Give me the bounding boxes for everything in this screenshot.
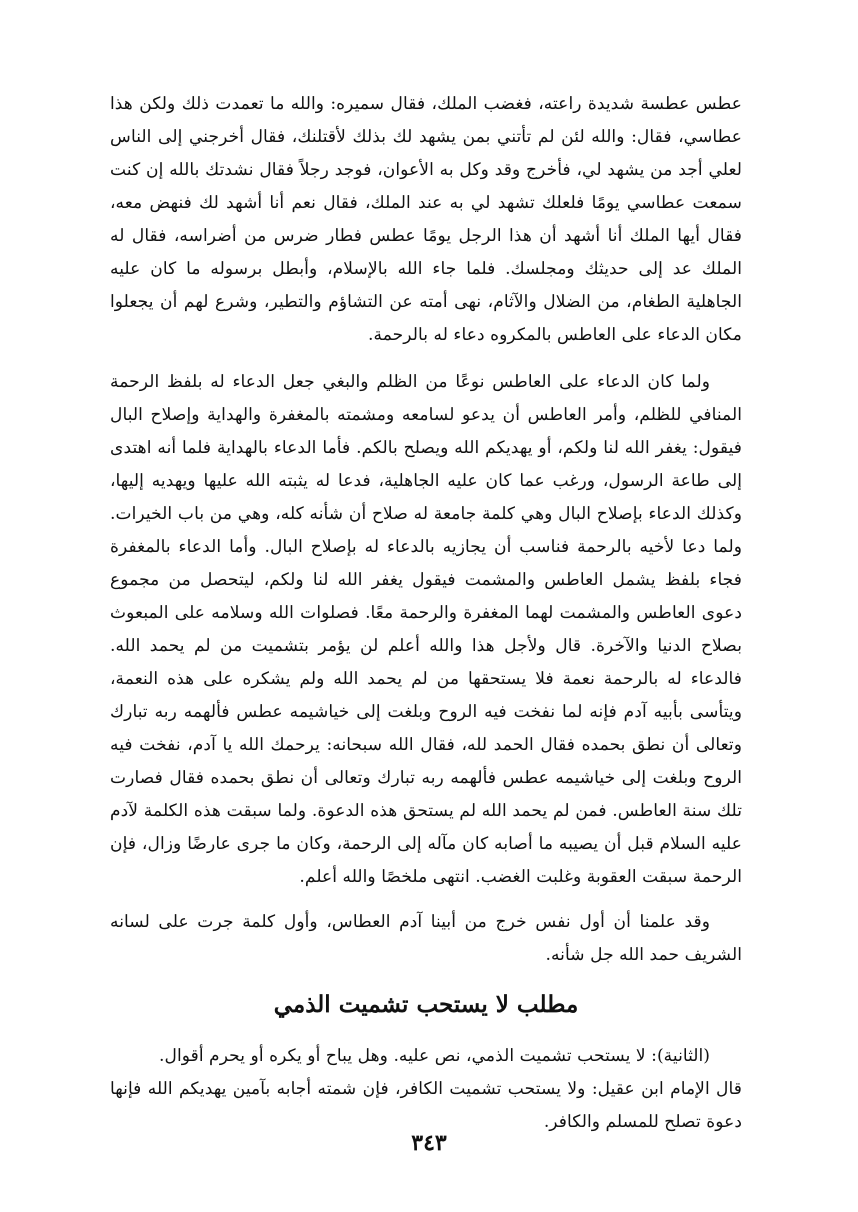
section-paragraph-1: (الثانية): لا يستحب تشميت الذمي، نص عليه. وهل يباح أو يكره أو يحرم أقوال. [159, 1046, 710, 1066]
body-paragraph-1: عطس عطسة شديدة راعته، فغضب الملك، فقال سميره: والله ما تعمدت ذلك ولكن هذا عطاسي، فقال: والله لئن لم تأتني بمن يشهد لك بذلك لأقتلنك، فقال أخرجني إلى الناس لعلي أجد من يشهد لي، فأخرج وقد وكل به الأعوان، فوجد رجلاً فقال نشدتك بالله إن كنت سمعت عطاسي يومًا فلعلك تشهد لي به عند الملك، فقال نعم أنا أشهد لك فنهض معه، فقال أيها الملك أنا أشهد أن هذا الرجل يومًا عطس فطار ضرس من أضراسه، فقال له الملك عد إلى حديثك ومجلسك. فلما جاء الله بالإسلام، وأبطل برسوله ما كان عليه الجاهلية الطغام، من الضلال والآثام، نهى أمته عن التشاؤم والتطير، وشرع لهم أن يجعلوا مكان الدعاء على العاطس بالمكروه دعاء له بالرحمة. [110, 94, 742, 345]
body-paragraph-2: ولما كان الدعاء على العاطس نوعًا من الظلم والبغي جعل الدعاء له بلفظ الرحمة المنافي للظلم، وأمر العاطس أن يدعو لسامعه ومشمته بالمغفرة والهداية وإصلاح البال فيقول: يغفر الله لنا ولكم، أو يهديكم الله ويصلح بالكم. فأما الدعاء بالهداية فلما أنه اهتدى إلى طاعة الرسول، ورغب عما كان عليه الجاهلية، فدعا له يثبته الله عليها ويهديه إليها، وكذلك الدعاء بإصلاح البال وهي كلمة جامعة له صلاح أن شأنه كله، وهي من باب الخيرات. ولما دعا لأخيه بالرحمة فناسب أن يجازيه بالدعاء له بإصلاح البال. وأما الدعاء بالمغفرة فجاء بلفظ يشمل العاطس والمشمت فيقول يغفر الله لنا ولكم، ليتحصل من مجموع دعوى العاطس والمشمت لهما المغفرة والرحمة معًا. فصلوات الله وسلامه على المبعوث بصلاح الدنيا والآخرة. قال ولأجل هذا والله أعلم لن يؤمر بتشميت من لم يحمد الله. فالدعاء له بالرحمة نعمة فلا يستحقها من لم يحمد الله ولم يشكره على هذه النعمة، ويتأسى بأبيه آدم فإنه لما نفخت فيه الروح وبلغت إلى خياشيمه عطس فألهمه ربه تبارك وتعالى أن نطق بحمده فقال الحمد لله، فقال الله سبحانه: يرحمك الله يا آدم، نفخت فيه الروح وبلغت إلى خياشيمه عطس فألهمه ربه تبارك وتعالى أن نطق بحمده فقال فصارت تلك سنة العاطس. فمن لم يحمد الله لم يستحق هذه الدعوة. ولما سبقت هذه الكلمة لآدم عليه السلام قبل أن يصيبه ما أصابه كان مآله إلى الرحمة، وكان ما جرى عارضًا وزال، فإن الرحمة سبقت العقوبة وغلبت الغضب. انتهى ملخصًا والله أعلم. [110, 372, 742, 887]
body-paragraph-3: وقد علمنا أن أول نفس خرج من أبينا آدم العطاس، وأول كلمة جرت على لسانه الشريف حمد الله جل شأنه. [110, 912, 742, 965]
section-paragraph-2: قال الإمام ابن عقيل: ولا يستحب تشميت الكافر، فإن شمته أجابه بآمين يهديكم الله فإنها دعوة تصلح للمسلم والكافر. [110, 1079, 742, 1132]
section-heading: مطلب لا يستحب تشميت الذمي [273, 991, 579, 1018]
page-body [110, 88, 742, 1139]
page-number: ٣٤٣ [411, 1130, 447, 1156]
